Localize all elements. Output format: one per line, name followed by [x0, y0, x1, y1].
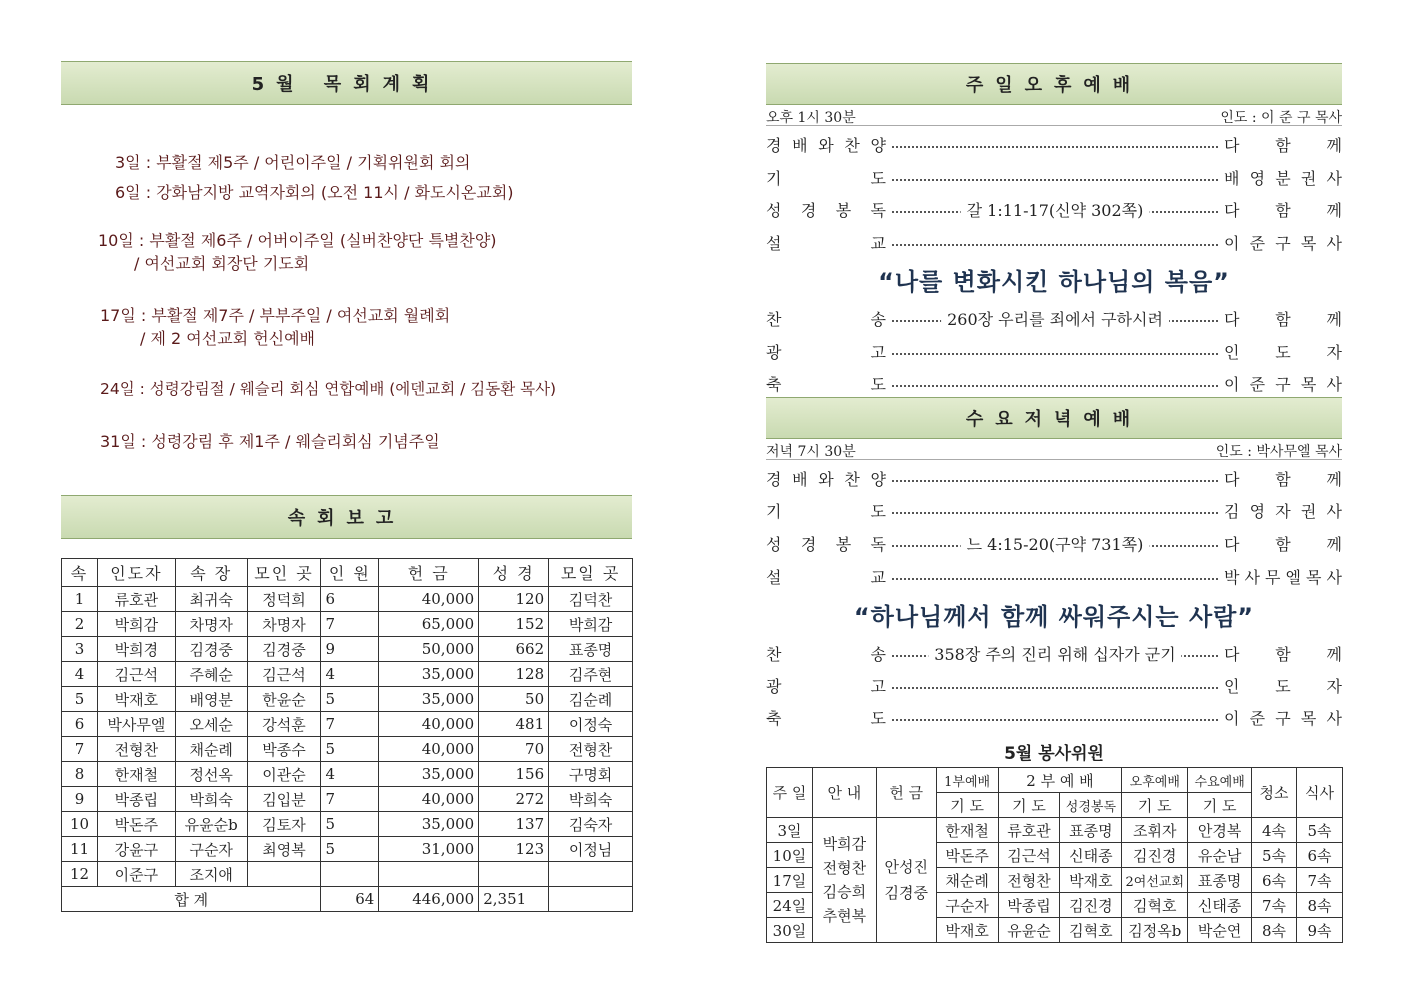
order-leader-dots — [892, 674, 1218, 689]
order-row — [766, 340, 1342, 364]
table-row: 4 김근석 주혜순 김근석 4 35,000 128 김주현 — [62, 662, 633, 687]
wednesday-title-bar — [766, 397, 1342, 439]
plan-line-7: 24일 : 성령강림절 / 웨슬리 회심 연합예배 (에덴교회 / 김동환 목사) — [100, 380, 557, 398]
order-leader-dots — [892, 467, 1218, 482]
header-cleaning: 청소 — [1252, 768, 1297, 818]
order-row — [766, 467, 1342, 491]
order-label: 경 배 와 찬 양 — [766, 470, 886, 489]
order-person: 다 함 께 — [1224, 201, 1342, 220]
table-row: 9 박종립 박희숙 김입분 7 40,000 272 박희숙 — [62, 787, 633, 812]
order-leader-dots — [892, 706, 1218, 721]
table-row: 11 강윤구 구순자 최영복 5 31,000 123 이정님 — [62, 837, 633, 862]
total-offering: 446,000 — [379, 887, 479, 912]
header-cell: 성 경 — [479, 559, 549, 587]
order-person: 다 함 께 — [1224, 535, 1342, 554]
order-label: 기 도 — [766, 502, 886, 521]
total-people: 64 — [321, 887, 379, 912]
afternoon-sermon-title: “나를 변화시킨 하나님의 복음” — [878, 268, 1230, 296]
table-row: 24일 구순자 박종립 김진경 김혁호 신태종 7속 8속 — [767, 893, 1343, 918]
wednesday-title: 수요저녁예배 — [965, 409, 1143, 430]
order-label: 광 고 — [766, 677, 886, 696]
report-header-row — [62, 559, 633, 587]
header-cell: 모인 곳 — [247, 559, 321, 587]
sub-reading: 성경봉독 — [1060, 793, 1122, 818]
plan-line-2: 6일 : 강화남지방 교역자회의 (오전 11시 / 화도시온교회) — [115, 183, 514, 202]
order-person: 인 도 자 — [1224, 677, 1342, 696]
order-label: 축 도 — [766, 709, 886, 728]
order-leader-dots — [892, 565, 1218, 580]
order-label: 찬 송 — [766, 310, 886, 329]
order-label: 기 도 — [766, 169, 886, 188]
order-person: 다 함 께 — [1224, 310, 1342, 329]
plan-line-8: 31일 : 성령강림 후 제1주 / 웨슬리회심 기념주일 — [100, 432, 440, 451]
guides-cell — [812, 818, 876, 943]
order-person: 배 영 분 권 사 — [1224, 169, 1342, 188]
order-row — [766, 499, 1342, 523]
order-row — [766, 307, 1342, 331]
order-person: 박 사 무 엘 목 사 — [1224, 568, 1342, 587]
header-cell: 속 장 — [175, 559, 247, 587]
order-leader-dots — [892, 372, 1218, 387]
afternoon-time-row — [766, 107, 1342, 126]
order-row — [766, 565, 1342, 589]
header-cell: 속 — [62, 559, 98, 587]
plan-title: 5월 목회계획 — [251, 74, 442, 95]
order-person: 인 도 자 — [1224, 343, 1342, 362]
order-detail: 갈 1:11-17(신약 302쪽) — [961, 198, 1150, 221]
order-leader-dots — [892, 307, 1218, 329]
wednesday-time: 저녁 7시 30분 — [766, 444, 856, 460]
order-label: 설 교 — [766, 234, 886, 253]
guide-name: 박희감 — [822, 835, 867, 853]
sub-prayer: 기 도 — [1122, 793, 1188, 818]
order-label: 경 배 와 찬 양 — [766, 136, 886, 155]
order-leader-dots — [892, 532, 1218, 554]
order-leader-dots — [892, 166, 1218, 181]
report-total-row — [62, 887, 633, 912]
table-row: 10일 박돈주 김근석 신태종 김진경 유순남 5속 6속 — [767, 843, 1343, 868]
table-row: 1 류호관 최귀숙 정덕희 6 40,000 120 김덕찬 — [62, 587, 633, 612]
order-row — [766, 133, 1342, 157]
header-guide: 안 내 — [812, 768, 876, 818]
order-leader-dots — [892, 499, 1218, 514]
order-row — [766, 231, 1342, 255]
order-label: 축 도 — [766, 375, 886, 394]
guide-name: 전형찬 — [822, 859, 867, 877]
plan-line-5: 17일 : 부활절 제7주 / 부부주일 / 여선교회 월례회 — [100, 306, 451, 325]
report-title-bar — [61, 495, 632, 539]
order-row — [766, 166, 1342, 190]
plan-line-4: / 여선교회 회장단 기도회 — [134, 254, 310, 273]
afternoon-leader: 인도 : 이 준 구 목사 — [1220, 110, 1342, 126]
wednesday-sermon-title: “하나님께서 함께 싸워주시는 사람” — [853, 603, 1255, 631]
order-person: 다 함 께 — [1224, 470, 1342, 489]
order-row — [766, 532, 1342, 556]
order-person: 김 영 자 권 사 — [1224, 502, 1342, 521]
report-body — [62, 587, 633, 912]
order-label: 광 고 — [766, 343, 886, 362]
order-row — [766, 642, 1342, 666]
header-wed-service: 수요예배 — [1188, 768, 1252, 793]
table-row: 30일 박재호 유윤순 김혁호 김정옥b 박순연 8속 9속 — [767, 918, 1343, 943]
order-label: 성 경 봉 독 — [766, 201, 886, 220]
wednesday-time-row — [766, 441, 1342, 460]
table-row: 17일 채순례 전형찬 박재호 2여선교회 표종명 6속 7속 — [767, 868, 1343, 893]
header-first-service: 1부예배 — [936, 768, 998, 793]
guide-name: 김승희 — [822, 883, 867, 901]
table-row: 12 이준구 조지애 — [62, 862, 633, 887]
order-person: 이 준 구 목 사 — [1224, 709, 1342, 728]
order-leader-dots — [892, 642, 1218, 664]
sub-prayer: 기 도 — [936, 793, 998, 818]
order-person: 다 함 께 — [1224, 136, 1342, 155]
order-leader-dots — [892, 133, 1218, 148]
offering-name: 안성진 — [884, 858, 928, 876]
header-cell: 인도자 — [97, 559, 175, 587]
afternoon-title: 주일오후예배 — [965, 75, 1143, 96]
sub-prayer: 기 도 — [1188, 793, 1252, 818]
offerings-cell — [876, 818, 936, 943]
table-row: 3일 박희감 전형찬 김승희 추현복 안성진 김경중 한재철 류호관 표종명 조휘자 안경복 4속 5속 — [767, 818, 1343, 843]
total-bible: 2,351 — [479, 887, 549, 912]
header-meal: 식사 — [1297, 768, 1343, 818]
plan-title-bar — [61, 61, 632, 105]
table-row: 3 박희경 김경중 김경중 9 50,000 662 표종명 — [62, 637, 633, 662]
order-person: 이 준 구 목 사 — [1224, 234, 1342, 253]
table-row: 8 한재철 정선옥 이관순 4 35,000 156 구명회 — [62, 762, 633, 787]
table-row: 10 박돈주 유윤순b 김토자 5 35,000 137 김숙자 — [62, 812, 633, 837]
table-row: 5 박재호 배영분 한윤순 5 35,000 50 김순례 — [62, 687, 633, 712]
volunteers-title: 5월 봉사위원 — [1004, 744, 1104, 764]
header-cell: 인 원 — [321, 559, 379, 587]
table-row: 6 박사무엘 오세순 강석훈 7 40,000 481 이정숙 — [62, 712, 633, 737]
header-cell: 헌 금 — [379, 559, 479, 587]
sub-prayer: 기 도 — [998, 793, 1060, 818]
guide-name: 추현복 — [822, 907, 867, 925]
report-table — [61, 558, 633, 912]
order-person: 다 함 께 — [1224, 645, 1342, 664]
total-label: 합 계 — [62, 887, 321, 912]
order-detail: 358장 주의 진리 위해 십자가 군기 — [928, 642, 1181, 665]
header-afternoon-service: 오후예배 — [1122, 768, 1188, 793]
order-leader-dots — [892, 340, 1218, 355]
wednesday-leader: 인도 : 박사무엘 목사 — [1215, 444, 1342, 460]
order-label: 설 교 — [766, 568, 886, 587]
plan-line-1: 3일 : 부활절 제5주 / 어린이주일 / 기획위원회 회의 — [115, 153, 471, 172]
plan-line-3: 10일 : 부활절 제6주 / 어버이주일 (실버찬양단 특별찬양) — [98, 231, 497, 250]
table-row: 2 박희감 차명자 차명자 7 65,000 152 박희감 — [62, 612, 633, 637]
report-title: 속회보고 — [287, 508, 406, 529]
table-row: 7 전형찬 채순례 박종수 5 40,000 70 전형찬 — [62, 737, 633, 762]
afternoon-time: 오후 1시 30분 — [766, 110, 856, 126]
order-row — [766, 198, 1342, 222]
order-detail: 260장 우리를 죄에서 구하시려 — [941, 307, 1169, 330]
header-offering: 헌 금 — [876, 768, 936, 818]
afternoon-title-bar — [766, 63, 1342, 105]
volunteers-table — [766, 767, 1343, 943]
header-cell: 모일 곳 — [549, 559, 633, 587]
order-detail: 느 4:15-20(구약 731쪽) — [961, 532, 1150, 555]
order-row — [766, 674, 1342, 698]
volunteers-header-row — [767, 768, 1343, 793]
order-leader-dots — [892, 198, 1218, 220]
order-label: 찬 송 — [766, 645, 886, 664]
header-second-service: 2 부 예 배 — [998, 768, 1122, 793]
order-leader-dots — [892, 231, 1218, 246]
order-row — [766, 372, 1342, 396]
header-week: 주 일 — [767, 768, 813, 818]
order-row — [766, 706, 1342, 730]
order-person: 이 준 구 목 사 — [1224, 375, 1342, 394]
offering-name: 김경중 — [884, 884, 928, 902]
plan-line-6: / 제 2 여선교회 헌신예배 — [140, 329, 316, 348]
order-label: 성 경 봉 독 — [766, 535, 886, 554]
